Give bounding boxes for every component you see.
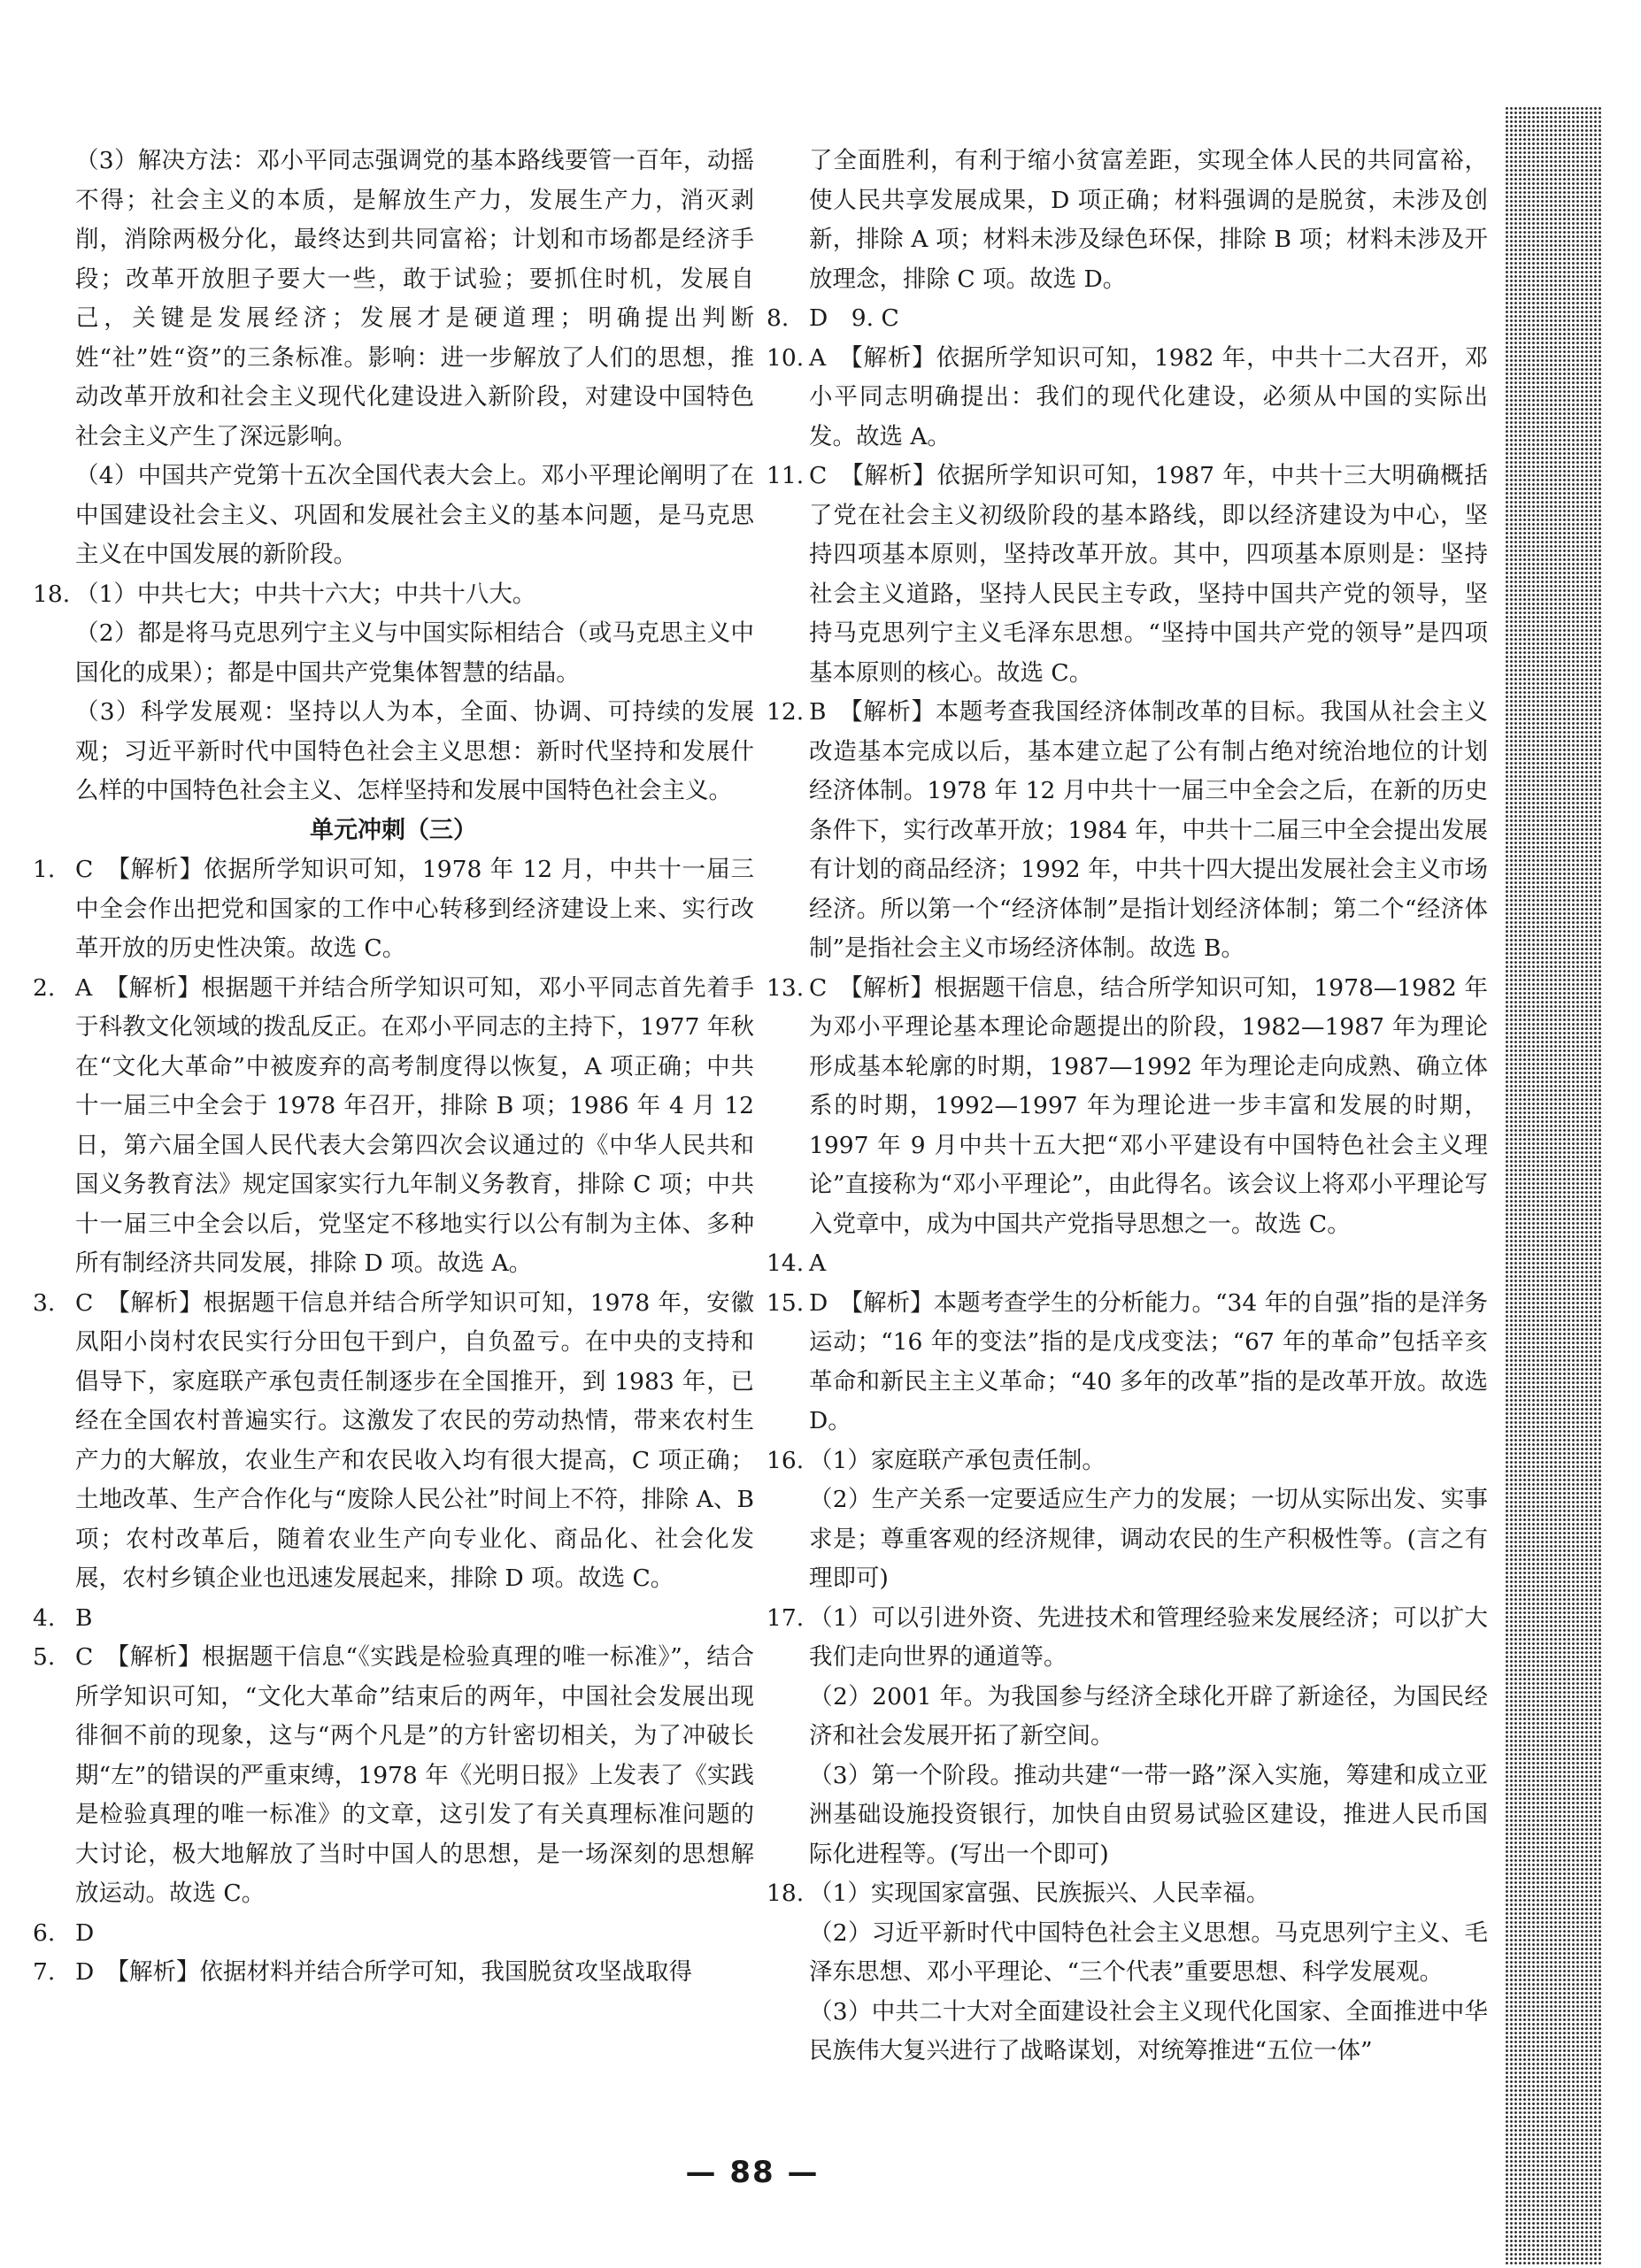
- answer-text: D 【解析】本题考查学生的分析能力。“34 年的自强”指的是洋务运动；“16 年的变法”指的是戊戌变法；“67 年的革命”包括辛亥革命和新民主主义革命；“40 多年的改革”指的是改革开放。故选 D。: [809, 1288, 1488, 1434]
- answer-text: （1）实现国家富强、民族振兴、人民幸福。: [809, 1880, 1270, 1907]
- answer-item: [767, 1757, 1488, 1875]
- answer-text: C 【解析】根据题干信息“《实践是检验真理的唯一标准》”，结合所学知识可知，“文化大革命”结束后的两年，中国社会发展出现徘徊不前的现象，这与“两个凡是”的方针密切相关，为了冲破长期“左”的错误的严重束缚，1978 年《光明日报》上发表了《实践是检验真理的唯一标准》的文章，这引发了有关真理标准问题的大讨论，极大地解放了当时中国人的思想，是一场深刻的思想解放运动。故选 C。: [75, 1643, 754, 1907]
- answer-item: [767, 339, 1488, 457]
- item-number: 1.: [33, 856, 56, 883]
- answer-item: [33, 142, 754, 457]
- item-number: 2.: [33, 973, 56, 1002]
- answer-text: （3）解决方法：邓小平同志强调党的基本路线要管一百年，动摇不得；社会主义的本质，是解放生产力，发展生产力，消灭剥削，消除两极分化，最终达到共同富裕；计划和市场都是经济手段；改革开放胆子要大一些，敢于试验；要抓住时机，发展自己，关键是发展经济；发展才是硬道理；明确提出判断姓“社”姓“资”的三条标准。影响：进一步解放了人们的思想，推动改革开放和社会主义现代化建设进入新阶段，对建设中国特色社会主义产生了深远影响。: [75, 147, 754, 450]
- answer-text: C 【解析】根据题干信息，结合所学知识可知，1978—1982 年为邓小平理论基本理论命题提出的阶段，1982—1987 年为理论形成基本轮廓的时期，1987—1992 年为理论走向成熟、确立体系的时期，1992—1997 年为理论进一步丰富和发展的时期，1997 年 9 月中共十五大把“邓小平建设有中国特色社会主义理论”直接称为“邓小平理论”，由此得名。该会议上将邓小平理论写入党章中，成为中国共产党指导思想之一。故选 C。: [809, 973, 1488, 1238]
- answer-item: [767, 1442, 1488, 1481]
- answer-item: [767, 969, 1488, 1245]
- answer-text: C 【解析】根据题干信息并结合所学知识可知，1978 年，安徽凤阳小岗村农民实行分田包干到户，自负盈亏。在中央的支持和倡导下，家庭联产承包责任制逐步在全国推开，到 1983 年，已经在全国农村普遍实行。这激发了农民的劳动热情，带来农村生产力的大解放，农业生产和农民收入均有很大提高，C 项正确；土地改革、生产合作化与“废除人民公社”时间上不符，排除 A、B 项；农村改革后，随着农业生产向专业化、商品化、社会化发展，农村乡镇企业也迅速发展起来，排除 D 项。故选 C。: [75, 1288, 754, 1592]
- answer-item: [33, 969, 754, 1284]
- answer-item: [33, 1284, 754, 1599]
- page-number: — 88 —: [685, 2155, 820, 2190]
- answer-item: [33, 1599, 754, 1639]
- answer-item: [33, 1914, 754, 1954]
- answer-item: [767, 457, 1488, 693]
- answer-text: B: [75, 1603, 93, 1632]
- answer-text: （2）习近平新时代中国特色社会主义思想。马克思列宁主义、毛泽东思想、邓小平理论、“三个代表”重要思想、科学发展观。: [809, 1918, 1488, 1986]
- left-column: [33, 142, 754, 1993]
- answer-item: [767, 1914, 1488, 1993]
- section-title: 单元冲刺（三）: [310, 816, 477, 844]
- item-number: 18.: [767, 1880, 805, 1907]
- answer-text: （1）可以引进外资、先进技术和管理经验来发展经济；可以扩大我们走向世界的通道等。: [809, 1603, 1488, 1671]
- item-number: 17.: [767, 1603, 805, 1632]
- answer-text: （1）中共七大；中共十六大；中共十八大。: [75, 580, 536, 608]
- answer-item: [767, 1874, 1488, 1914]
- answer-text: （3）第一个阶段。推动共建“一带一路”深入实施，筹建和成立亚洲基础设施投资银行，加快自由贸易试验区建设，推进人民币国际化进程等。(写出一个即可): [809, 1761, 1488, 1868]
- right-column: [767, 142, 1488, 2072]
- item-number: 5.: [33, 1643, 56, 1671]
- answer-text: C 【解析】依据所学知识可知，1978 年 12 月，中共十一届三中全会作出把党和国家的工作中心转移到经济建设上来、实行改革开放的历史性决策。故选 C。: [75, 856, 754, 962]
- item-number: 10.: [767, 343, 805, 372]
- answer-item: [33, 1953, 754, 1993]
- item-number: 3.: [33, 1288, 56, 1317]
- answer-item: [33, 457, 754, 575]
- item-number: 4.: [33, 1603, 56, 1632]
- answer-item: [33, 850, 754, 969]
- answer-text: D: [75, 1918, 95, 1947]
- answer-text: A 【解析】依据所学知识可知，1982 年，中共十二大召开，邓小平同志明确提出：我们的现代化建设，必须从中国的实际出发。故选 A。: [809, 343, 1488, 450]
- answer-text: （1）家庭联产承包责任制。: [809, 1446, 1106, 1474]
- answer-item: [767, 299, 1488, 339]
- answer-text: （2）都是将马克思列宁主义与中国实际相结合（或马克思主义中国化的成果）；都是中国共产党集体智慧的结晶。: [75, 619, 754, 687]
- item-number: 18.: [33, 580, 71, 608]
- answer-item: [767, 1993, 1488, 2072]
- answer-text: 了全面胜利，有利于缩小贫富差距，实现全体人民的共同富裕，使人民共享发展成果，D 项正确；材料强调的是脱贫，未涉及创新，排除 A 项；材料未涉及绿色环保，排除 B 项；材料未涉及开放理念，排除 C 项。故选 D。: [809, 147, 1488, 293]
- answer-item: [767, 1599, 1488, 1678]
- answer-text: C 【解析】依据所学知识可知，1987 年，中共十三大明确概括了党在社会主义初级阶段的基本路线，即以经济建设为中心，坚持四项基本原则，坚持改革开放。其中，四项基本原则是：坚持社会主义道路，坚持人民民主专政，坚持中国共产党的领导，坚持马克思列宁主义毛泽东思想。“坚持中国共产党的领导”是四项基本原则的核心。故选 C。: [809, 462, 1488, 687]
- item-number: 12.: [767, 698, 805, 726]
- answer-item: [767, 1284, 1488, 1442]
- answer-item: [767, 1678, 1488, 1757]
- item-number: 8.: [767, 304, 790, 332]
- answer-text: （3）中共二十大对全面建设社会主义现代化国家、全面推进中华民族伟大复兴进行了战略谋划，对统筹推进“五位一体”: [809, 1997, 1488, 2064]
- item-number: 6.: [33, 1918, 56, 1947]
- answer-text: A 【解析】根据题干并结合所学知识可知，邓小平同志首先着手于科教文化领域的拨乱反正。在邓小平同志的主持下，1977 年秋在“文化大革命”中被废弃的高考制度得以恢复，A 项正确；中共十一届三中全会于 1978 年召开，排除 B 项；1986 年 4 月 12 日，第六届全国人民代表大会第四次会议通过的《中华人民共和国义务教育法》规定国家实行九年制义务教育，排除 C 项；中共十一届三中全会以后，党坚定不移地实行以公有制为主体、多种所有制经济共同发展，排除 D 项。故选 A。: [75, 973, 754, 1277]
- answer-item: [767, 1244, 1488, 1284]
- answer-text: D 【解析】依据材料并结合所学可知，我国脱贫攻坚战取得: [75, 1958, 692, 1986]
- answer-text: （3）科学发展观：坚持以人为本，全面、协调、可持续的发展观；习近平新时代中国特色社会主义思想：新时代坚持和发展什么样的中国特色社会主义、怎样坚持和发展中国特色社会主义。: [75, 698, 754, 804]
- answer-item: [767, 1480, 1488, 1599]
- answer-item: [33, 614, 754, 693]
- item-number: 16.: [767, 1446, 805, 1474]
- decorative-dot-strip: [1505, 106, 1602, 2265]
- item-number: 15.: [767, 1288, 805, 1317]
- answer-text: （2）生产关系一定要适应生产力的发展；一切从实际出发、实事求是；尊重客观的经济规律，调动农民的生产积极性等。(言之有理即可): [809, 1486, 1488, 1592]
- item-number: 7.: [33, 1958, 56, 1986]
- answer-item: [767, 142, 1488, 299]
- answer-item: [33, 1638, 754, 1914]
- answer-text: （4）中国共产党第十五次全国代表大会上。邓小平理论阐明了在中国建设社会主义、巩固和发展社会主义的基本问题，是马克思主义在中国发展的新阶段。: [75, 462, 754, 568]
- answer-text: A: [809, 1249, 827, 1277]
- answer-text: B 【解析】本题考查我国经济体制改革的目标。我国从社会主义改造基本完成以后，基本建立起了公有制占绝对统治地位的计划经济体制。1978 年 12 月中共十一届三中全会之后，在新的历史条件下，实行改革开放；1984 年，中共十二届三中全会提出发展有计划的商品经济；1992 年，中共十四大提出发展社会主义市场经济。所以第一个“经济体制”是指计划经济体制；第二个“经济体制”是指社会主义市场经济体制。故选 B。: [809, 698, 1488, 962]
- answer-item: [767, 693, 1488, 969]
- answer-text: （2）2001 年。为我国参与经济全球化开辟了新途径，为国民经济和社会发展开拓了新空间。: [809, 1682, 1488, 1749]
- answer-item: [33, 693, 754, 811]
- answer-text: D 9. C: [809, 304, 899, 332]
- item-number: 13.: [767, 973, 805, 1002]
- page-footer: [0, 2155, 1505, 2190]
- item-number: 11.: [767, 462, 805, 489]
- item-number: 14.: [767, 1249, 805, 1277]
- answer-item: [33, 575, 754, 615]
